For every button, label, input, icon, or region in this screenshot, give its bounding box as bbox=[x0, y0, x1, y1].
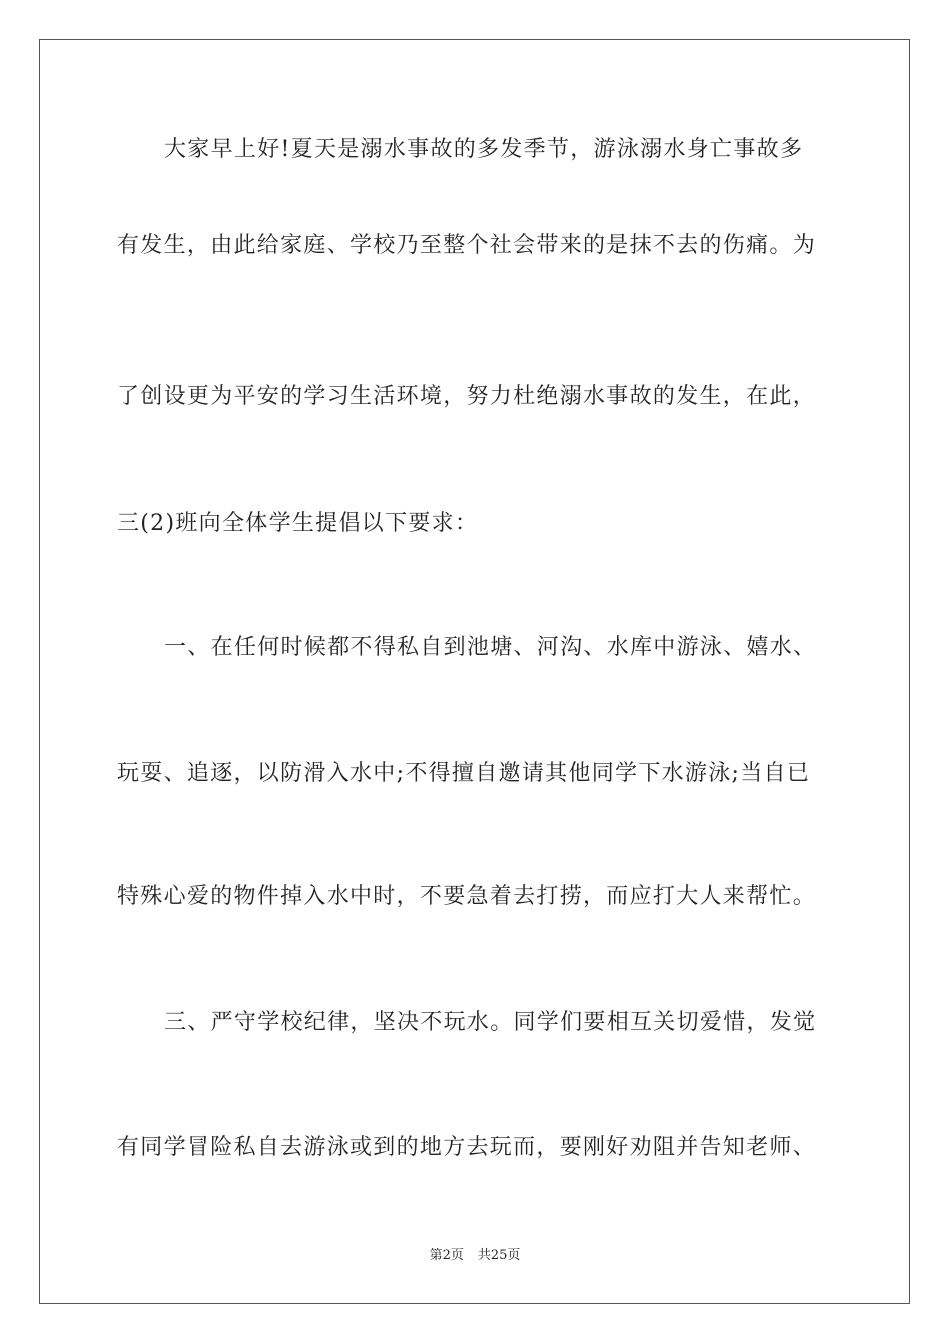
paragraph-line-5: 一、在任何时候都不得私自到池塘、河沟、水库中游泳、嬉水、 bbox=[164, 635, 817, 660]
page-footer bbox=[0, 1247, 950, 1265]
page-total: 共25页 bbox=[477, 1248, 521, 1263]
paragraph-line-8: 三、严守学校纪律，坚决不玩水。同学们要相互关切爱惜，发觉 bbox=[164, 1010, 817, 1035]
paragraph-line-7: 特殊心爱的物件掉入水中时，不要急着去打捞，而应打大人来帮忙。 bbox=[117, 884, 817, 909]
paragraph-line-2: 有发生，由此给家庭、学校乃至整个社会带来的是抹不去的伤痛。为 bbox=[117, 233, 817, 258]
paragraph-line-3: 了创设更为平安的学习生活环境，努力杜绝溺水事故的发生，在此， bbox=[117, 384, 817, 409]
paragraph-line-6: 玩耍、追逐，以防滑入水中;不得擅自邀请其他同学下水游泳;当自已 bbox=[117, 761, 811, 786]
page-number: 第2页 bbox=[429, 1248, 464, 1263]
paragraph-line-4: 三(2)班向全体学生提倡以下要求： bbox=[117, 511, 479, 536]
page-border bbox=[39, 39, 910, 1304]
paragraph-line-9: 有同学冒险私自去游泳或到的地方去玩而，要刚好劝阻并告知老师、 bbox=[117, 1135, 817, 1160]
paragraph-line-1: 大家早上好!夏天是溺水事故的多发季节，游泳溺水身亡事故多 bbox=[164, 137, 804, 162]
